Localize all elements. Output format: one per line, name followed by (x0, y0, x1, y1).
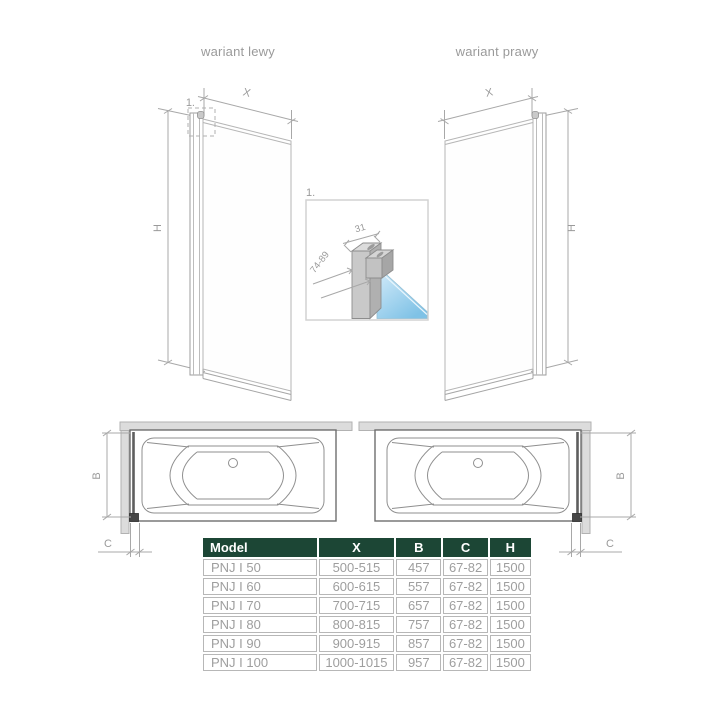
tub-length-label: B (91, 472, 103, 480)
value-cell: 600-615 (319, 578, 394, 595)
header-model: Model (203, 538, 317, 557)
model-cell: PNJ I 60 (203, 578, 317, 595)
value-cell: 500-515 (319, 559, 394, 576)
wall-top (359, 422, 591, 431)
value-cell: 1500 (490, 578, 531, 595)
value-cell: 67-82 (443, 616, 487, 633)
value-cell: 957 (396, 654, 441, 671)
value-cell: 1500 (490, 654, 531, 671)
value-cell: 757 (396, 616, 441, 633)
left-panel-diagram (152, 86, 298, 400)
profile-depth-label: 74-89 (308, 249, 332, 276)
wall-side (121, 431, 129, 534)
variant-right-title: wariant prawy (455, 44, 539, 59)
spec-table-body (203, 559, 531, 671)
wall-top (120, 422, 352, 431)
left-panel-geometry (158, 88, 298, 401)
table-row (203, 597, 531, 614)
value-cell: 67-82 (443, 578, 487, 595)
model-cell: PNJ I 70 (203, 597, 317, 614)
value-cell: 1000-1015 (319, 654, 394, 671)
header-b: B (396, 538, 441, 557)
spec-table (201, 536, 533, 673)
model-cell: PNJ I 80 (203, 616, 317, 633)
header-c: C (443, 538, 487, 557)
table-header-row (203, 538, 531, 557)
right-panel-geometry (438, 88, 578, 401)
wall-offset-label: C (104, 538, 112, 550)
header-x: X (319, 538, 394, 557)
value-cell: 1500 (490, 635, 531, 652)
value-cell: 900-915 (319, 635, 394, 652)
tub-length-label: B (615, 472, 627, 480)
profile-width-label: 31 (353, 221, 367, 236)
value-cell: 457 (396, 559, 441, 576)
value-cell: 1500 (490, 616, 531, 633)
model-cell: PNJ I 50 (203, 559, 317, 576)
height-dim-label: H (152, 224, 164, 232)
variant-left-title: wariant lewy (201, 44, 275, 59)
value-cell: 1500 (490, 597, 531, 614)
detail-ref-label: 1. (185, 97, 195, 109)
value-cell: 700-715 (319, 597, 394, 614)
table-row (203, 578, 531, 595)
value-cell: 857 (396, 635, 441, 652)
table-row (203, 635, 531, 652)
right-panel-diagram (438, 86, 578, 400)
value-cell: 1500 (490, 559, 531, 576)
value-cell: 557 (396, 578, 441, 595)
table-row (203, 559, 531, 576)
wall-offset-label: C (606, 538, 614, 550)
table-row (203, 616, 531, 633)
value-cell: 67-82 (443, 597, 487, 614)
detail-view (306, 187, 428, 320)
detail-ref-label: 1. (306, 187, 316, 199)
width-dim-label: X (484, 86, 495, 100)
value-cell: 67-82 (443, 635, 487, 652)
value-cell: 657 (396, 597, 441, 614)
value-cell: 800-815 (319, 616, 394, 633)
value-cell: 67-82 (443, 654, 487, 671)
value-cell: 67-82 (443, 559, 487, 576)
wall-side (582, 431, 590, 534)
model-cell: PNJ I 90 (203, 635, 317, 652)
height-dim-label: H (566, 224, 578, 232)
header-h: H (490, 538, 531, 557)
model-cell: PNJ I 100 (203, 654, 317, 671)
width-dim-label: X (241, 86, 252, 100)
table-row (203, 654, 531, 671)
